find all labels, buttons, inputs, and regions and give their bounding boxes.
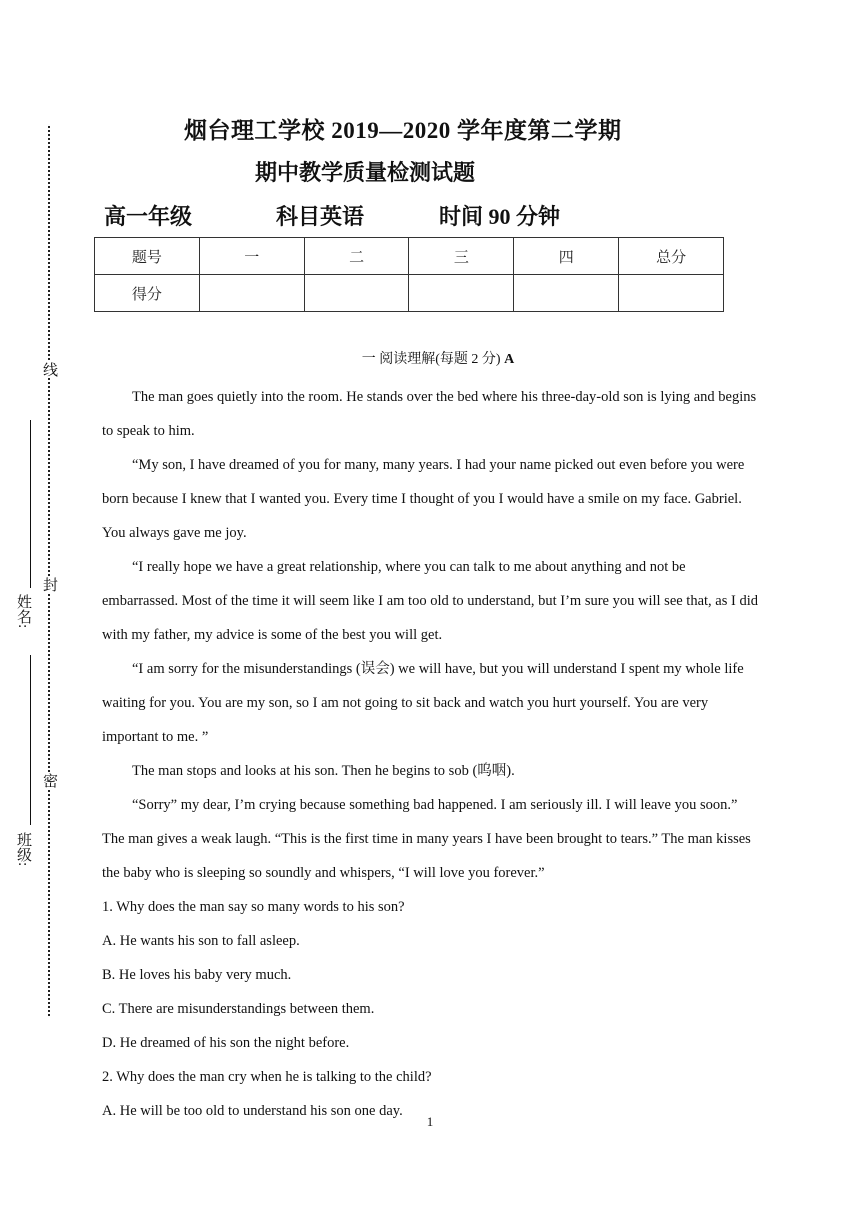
question-option: D. He dreamed of his son the night before. <box>102 1035 350 1051</box>
section-heading <box>0 348 860 368</box>
passage-paragraph: “Sorry” my dear, I’m crying because something bad happened. I am seriously ill. I will leave you soon.” The man gives a weak laugh. “This is the first time in many years I have been brought to tears.” The man kisses the baby who is sleeping so soundly and whispers, “I will love you forever.” <box>102 797 751 881</box>
score-input-cell[interactable] <box>409 275 514 312</box>
section-heading-text: 一 阅读理解(每题 2 分) <box>361 352 501 367</box>
passage-paragraph: “My son, I have dreamed of you for many, many years. I had your name picked out even before you were born because I knew that I wanted you. Every time I thought of you I would have a smile on my face. Gabriel. You always gave me joy. <box>102 457 745 541</box>
table-cell: 三 <box>409 238 514 275</box>
binding-dotted-line <box>48 126 50 1016</box>
question-option: A. He wants his son to fall asleep. <box>102 933 300 949</box>
question-option: B. He loves his baby very much. <box>102 967 292 983</box>
question-stem: 1. Why does the man say so many words to his son? <box>102 899 405 915</box>
score-input-cell[interactable] <box>199 275 304 312</box>
page-number: 1 <box>426 1114 434 1129</box>
score-table <box>94 237 724 312</box>
duration-label: 时间 90 分钟 <box>439 204 561 229</box>
class-field-line[interactable] <box>30 655 31 825</box>
name-field-line[interactable] <box>30 420 31 588</box>
grade-label: 高一年级 <box>104 204 193 229</box>
question-option: C. There are misunderstandings between them. <box>102 1001 375 1017</box>
question-stem: 2. Why does the man cry when he is talking to the child? <box>102 1069 432 1085</box>
class-label: 班级: <box>15 832 31 867</box>
passage-paragraph: The man stops and looks at his son. Then he begins to sob (呜咽). <box>132 763 515 779</box>
section-part-label: A <box>504 352 515 367</box>
passage-paragraph: The man goes quietly into the room. He stands over the bed where his three-day-old son is lying and begins to speak to him. <box>102 389 757 439</box>
table-cell: 总分 <box>619 238 724 275</box>
passage-paragraph: “I really hope we have a great relationship, where you can talk to me about anything and not be embarrassed. Most of the time it will seem like I am too old to understand, but I’m sure you will see that, as I did with my father, my advice is some of the best you will get. <box>102 559 758 643</box>
exam-title: 期中教学质量检测试题 <box>255 160 476 185</box>
table-cell: 四 <box>514 238 619 275</box>
passage-paragraph: “I am sorry for the misunderstandings (误会) we will have, but you will understand I spent my whole life waiting for you. You are my son, so I am not going to sit back and watch you hurt yourself. You are very important to me. ” <box>102 661 744 745</box>
binding-close-char: 密 <box>41 773 57 788</box>
binding-line-char: 线 <box>41 362 57 377</box>
question-option: A. He will be too old to understand his son one day. <box>102 1103 403 1119</box>
table-cell: 题号 <box>95 238 200 275</box>
table-cell: 得分 <box>95 275 200 312</box>
binding-seal-char: 封 <box>41 577 57 592</box>
school-title: 烟台理工学校 2019—2020 学年度第二学期 <box>184 118 622 143</box>
score-input-cell[interactable] <box>514 275 619 312</box>
reading-content <box>102 380 762 1128</box>
score-input-cell[interactable] <box>304 275 409 312</box>
score-table-header-row <box>95 238 724 275</box>
score-input-cell[interactable] <box>619 275 724 312</box>
table-cell: 一 <box>199 238 304 275</box>
table-cell: 二 <box>304 238 409 275</box>
name-label: 姓名: <box>15 594 31 629</box>
score-table-score-row <box>95 275 724 312</box>
subject-label: 科目英语 <box>276 204 365 229</box>
